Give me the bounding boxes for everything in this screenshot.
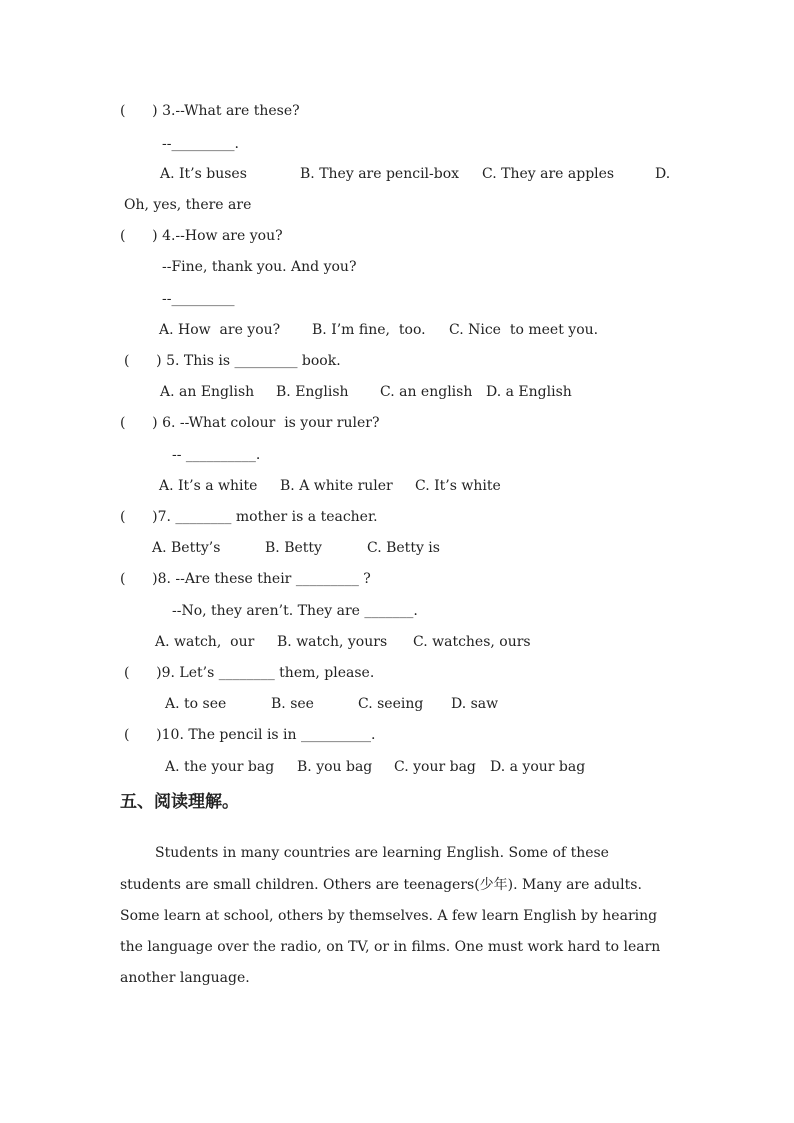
question-7-option-b: B. Betty xyxy=(265,540,322,556)
question-10-option-c: C. your bag xyxy=(394,759,476,775)
question-9-option-b: B. see xyxy=(271,696,314,712)
question-7-stem: ( )7. ________ mother is a teacher. xyxy=(120,509,378,525)
question-8-option-c: C. watches, ours xyxy=(413,634,531,650)
question-8-option-a: A. watch, our xyxy=(155,634,255,650)
question-9-stem: ( )9. Let’s ________ them, please. xyxy=(124,665,375,681)
question-10-option-a: A. the your bag xyxy=(165,759,275,775)
question-10-option-d: D. a your bag xyxy=(490,759,586,775)
question-7-option-c: C. Betty is xyxy=(367,540,440,556)
question-4-dialog-line: --Fine, thank you. And you? xyxy=(162,259,357,275)
question-6-option-c: C. It’s white xyxy=(415,478,501,494)
question-3-answer-line: --_________. xyxy=(162,136,239,152)
question-4-option-c: C. Nice to meet you. xyxy=(449,322,599,338)
question-3-option-d-text: Oh, yes, there are xyxy=(124,197,252,213)
question-8-dialog-line: --No, they aren’t. They are _______. xyxy=(172,603,418,619)
passage-line-1: Students in many countries are learning English. Some of these xyxy=(155,845,609,861)
question-3-option-b: B. They are pencil-box xyxy=(300,166,460,182)
question-4-answer-line: --_________ xyxy=(162,291,235,307)
question-6-option-a: A. It’s a white xyxy=(159,478,258,494)
question-5-stem: ( ) 5. This is _________ book. xyxy=(124,353,341,369)
passage-line-4: the language over the radio, on TV, or in films. One must work hard to learn xyxy=(120,939,661,955)
question-8-option-b: B. watch, yours xyxy=(277,634,388,650)
question-10-stem: ( )10. The pencil is in __________. xyxy=(124,727,376,743)
question-6-option-b: B. A white ruler xyxy=(280,478,393,494)
question-3-stem: ( ) 3.--What are these? xyxy=(120,103,300,119)
question-4-stem: ( ) 4.--How are you? xyxy=(120,228,283,244)
passage-line-2: students are small children. Others are teenagers(少年). Many are adults. xyxy=(120,877,642,893)
passage-line-3: Some learn at school, others by themselves. A few learn English by hearing xyxy=(120,908,658,924)
question-5-option-d: D. a English xyxy=(486,384,572,400)
passage-line-5: another language. xyxy=(120,970,250,986)
question-4-option-a: A. How are you? xyxy=(159,322,281,338)
question-6-stem: ( ) 6. --What colour is your ruler? xyxy=(120,415,380,431)
section-title: 五、阅读理解。 xyxy=(120,792,239,812)
question-9-option-a: A. to see xyxy=(165,696,227,712)
question-3-option-a: A. It’s buses xyxy=(160,166,247,182)
question-3-option-c: C. They are apples xyxy=(482,166,615,182)
question-5-option-c: C. an english xyxy=(380,384,473,400)
question-8-stem: ( )8. --Are these their _________ ? xyxy=(120,571,371,587)
question-5-option-a: A. an English xyxy=(160,384,255,400)
question-7-option-a: A. Betty’s xyxy=(152,540,221,556)
question-4-option-b: B. I’m fine, too. xyxy=(312,322,426,338)
question-6-answer-line: -- __________. xyxy=(172,447,261,463)
question-5-option-b: B. English xyxy=(276,384,349,400)
question-9-option-c: C. seeing xyxy=(358,696,424,712)
question-10-option-b: B. you bag xyxy=(297,759,373,775)
question-3-option-d: D. xyxy=(655,166,671,182)
question-9-option-d: D. saw xyxy=(451,696,499,712)
